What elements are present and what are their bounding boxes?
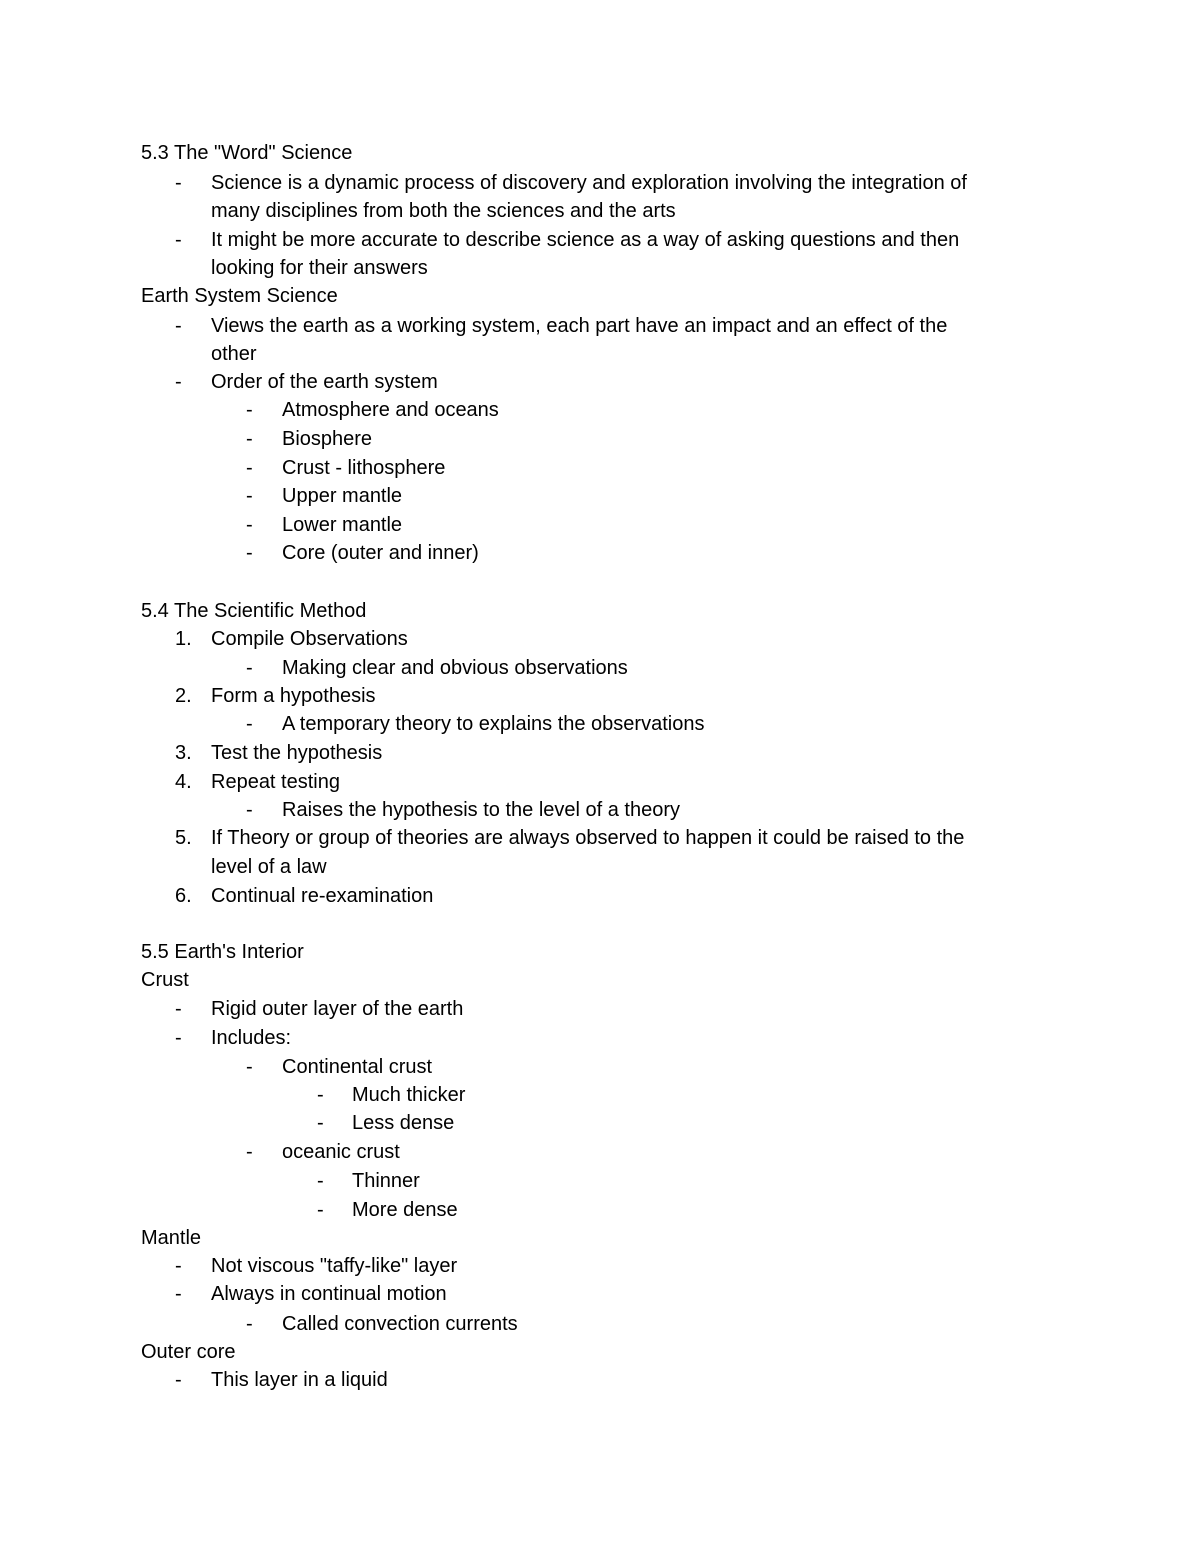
sub-sub-bullet-marker: - <box>317 1170 324 1192</box>
bullet-marker: - <box>175 315 182 337</box>
bullet-text-continued: other <box>211 343 257 365</box>
list-number: 6. <box>175 885 192 907</box>
sub-bullet-text: Biosphere <box>282 428 373 450</box>
bullet-text: This layer in a liquid <box>211 1369 388 1391</box>
sub-bullet-text: Called convection currents <box>282 1313 518 1335</box>
sub-sub-bullet-text: More dense <box>352 1199 458 1221</box>
sub-bullet-text: Atmosphere and oceans <box>282 399 499 421</box>
sub-bullet-marker: - <box>246 1141 253 1163</box>
subsection-heading: Mantle <box>141 1227 202 1249</box>
sub-bullet-text: oceanic crust <box>282 1141 400 1163</box>
section-heading: Earth System Science <box>141 285 338 307</box>
bullet-marker: - <box>175 229 182 251</box>
bullet-text: Order of the earth system <box>211 371 438 393</box>
list-item-text: Test the hypothesis <box>211 742 383 764</box>
sub-bullet-marker: - <box>246 1313 253 1335</box>
list-item-text: Form a hypothesis <box>211 685 376 707</box>
section-heading: 5.5 Earth's Interior <box>141 941 304 963</box>
bullet-text: Includes: <box>211 1027 292 1049</box>
sub-bullet-marker: - <box>246 428 253 450</box>
sub-bullet-text: Lower mantle <box>282 514 403 536</box>
sub-bullet-marker: - <box>246 485 253 507</box>
list-item-text: Compile Observations <box>211 628 408 650</box>
sub-bullet-marker: - <box>246 399 253 421</box>
sub-bullet-text: Making clear and obvious observations <box>282 657 628 679</box>
sub-sub-bullet-text: Much thicker <box>352 1084 466 1106</box>
list-number: 2. <box>175 685 192 707</box>
sub-bullet-marker: - <box>246 799 253 821</box>
bullet-text: Science is a dynamic process of discovery and exploration involving the integration of <box>211 172 967 194</box>
sub-bullet-marker: - <box>246 457 253 479</box>
sub-sub-bullet-marker: - <box>317 1199 324 1221</box>
bullet-marker: - <box>175 1027 182 1049</box>
sub-bullet-marker: - <box>246 713 253 735</box>
bullet-marker: - <box>175 1255 182 1277</box>
sub-sub-bullet-text: Less dense <box>352 1112 455 1134</box>
sub-bullet-marker: - <box>246 1056 253 1078</box>
section-heading: 5.3 The "Word" Science <box>141 142 353 164</box>
bullet-marker: - <box>175 1369 182 1391</box>
sub-bullet-marker: - <box>246 657 253 679</box>
bullet-text: Always in continual motion <box>211 1283 447 1305</box>
bullet-text: Views the earth as a working system, each part have an impact and an effect of the <box>211 315 948 337</box>
list-item-text-continued: level of a law <box>211 856 327 878</box>
bullet-text: Rigid outer layer of the earth <box>211 998 464 1020</box>
bullet-marker: - <box>175 172 182 194</box>
sub-bullet-marker: - <box>246 542 253 564</box>
sub-bullet-text: Upper mantle <box>282 485 403 507</box>
sub-sub-bullet-text: Thinner <box>352 1170 420 1192</box>
subsection-heading: Outer core <box>141 1341 236 1363</box>
sub-bullet-text: Continental crust <box>282 1056 433 1078</box>
sub-sub-bullet-marker: - <box>317 1112 324 1134</box>
sub-sub-bullet-marker: - <box>317 1084 324 1106</box>
list-item-text: Repeat testing <box>211 771 340 793</box>
list-number: 3. <box>175 742 192 764</box>
sub-bullet-text: Core (outer and inner) <box>282 542 479 564</box>
bullet-marker: - <box>175 998 182 1020</box>
list-number: 4. <box>175 771 192 793</box>
sub-bullet-text: Crust - lithosphere <box>282 457 446 479</box>
bullet-text-continued: many disciplines from both the sciences and the arts <box>211 200 676 222</box>
list-number: 5. <box>175 827 192 849</box>
bullet-marker: - <box>175 1283 182 1305</box>
list-number: 1. <box>175 628 192 650</box>
list-item-text: Continual re-examination <box>211 885 434 907</box>
sub-bullet-marker: - <box>246 514 253 536</box>
bullet-text: It might be more accurate to describe science as a way of asking questions and then <box>211 229 960 251</box>
bullet-marker: - <box>175 371 182 393</box>
subsection-heading: Crust <box>141 969 189 991</box>
sub-bullet-text: Raises the hypothesis to the level of a theory <box>282 799 681 821</box>
section-heading: 5.4 The Scientific Method <box>141 600 367 622</box>
bullet-text-continued: looking for their answers <box>211 257 428 279</box>
list-item-text: If Theory or group of theories are always observed to happen it could be raised to the <box>211 827 965 849</box>
bullet-text: Not viscous "taffy-like" layer <box>211 1255 458 1277</box>
sub-bullet-text: A temporary theory to explains the observations <box>282 713 705 735</box>
